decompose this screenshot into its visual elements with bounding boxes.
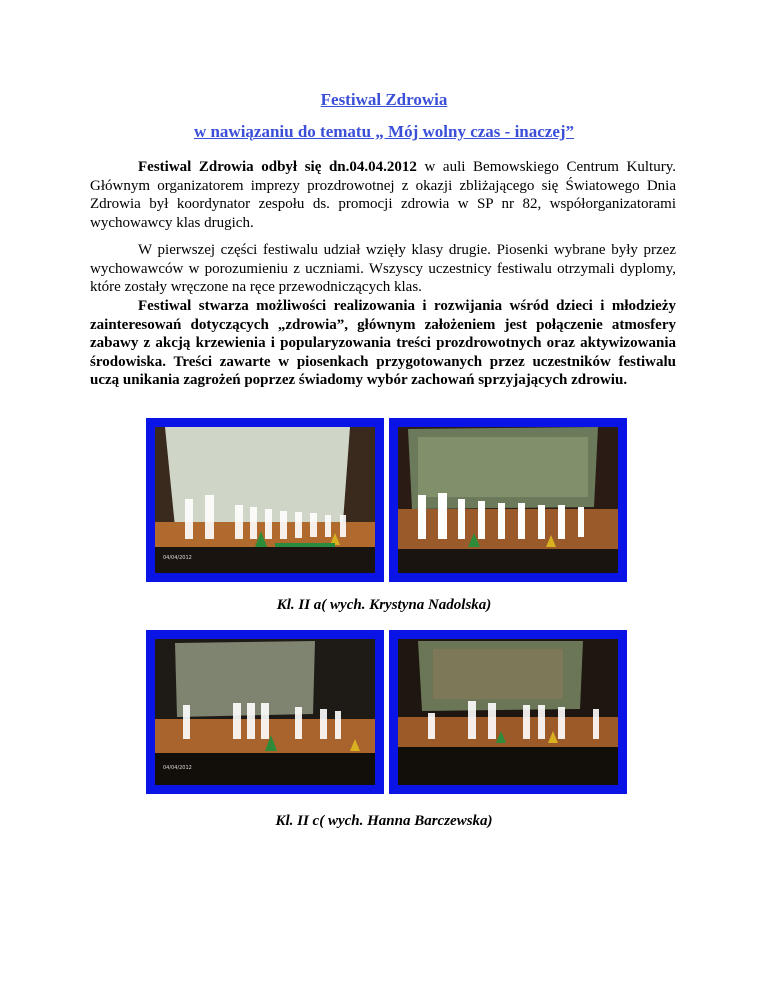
paragraph-festival-goals: Festiwal stwarza możliwości realizowania i rozwijania wśród dzieci i młodzieży zainteresowań dotyczących „zdrowia”, głównym założeniem jest połączenie atmosfery zabawy z akcją krzewienia i popularyzowania treści prozdrowotnych oraz aktywizowania środowiska. Treści zawarte w piosenkach przygotowanych przez uczestników festiwalu uczą unikania zagrożeń poprzez świadomy wybór zachowań sprzyjających zdrowiu. [90, 298, 676, 388]
photo-date-stamp: 04/04/2012 [163, 555, 192, 561]
paragraph-text: w auli Bemowskiego Centrum Kultury. Głównym organizatorem imprezy prozdrowotnej z okazji zbliżającego się Światowego Dnia Zdrowia był koordynator zespołu ds. promocji zdrowia w SP nr 82, współorganizatorami wychowawcy klas drugich. [90, 159, 676, 231]
photo-caption-class-2a: Kl. II a( wych. Krystyna Nadolska) [276, 597, 492, 613]
paragraph-lead: Festiwal Zdrowia odbył się dn.04.04.2012 [138, 159, 417, 175]
paragraph-intro [90, 158, 676, 232]
photo-class-2c-left [146, 630, 384, 794]
photo-class-2c-right [389, 630, 627, 794]
photo-class-2a-right [389, 418, 627, 582]
stage-photo [398, 427, 618, 573]
document-title: Festiwal Zdrowia [320, 90, 448, 109]
photo-class-2a-left [146, 418, 384, 582]
photo-date-stamp: 04/04/2012 [163, 765, 192, 771]
document-subtitle: w nawiązaniu do tematu „ Mój wolny czas - inaczej” [193, 122, 575, 141]
stage-photo [398, 639, 618, 785]
stage-photo [155, 639, 375, 785]
stage-photo [155, 427, 375, 573]
photo-caption-class-2c: Kl. II c( wych. Hanna Barczewska) [275, 813, 493, 829]
paragraph-first-part: W pierwszej części festiwalu udział wzięły klasy drugie. Piosenki wybrane były przez wychowawców w porozumieniu z uczniami. Wszyscy uczestnicy festiwalu otrzymali dyplomy, które zostały wręczone na ręce przewodniczących klas. [90, 242, 676, 295]
